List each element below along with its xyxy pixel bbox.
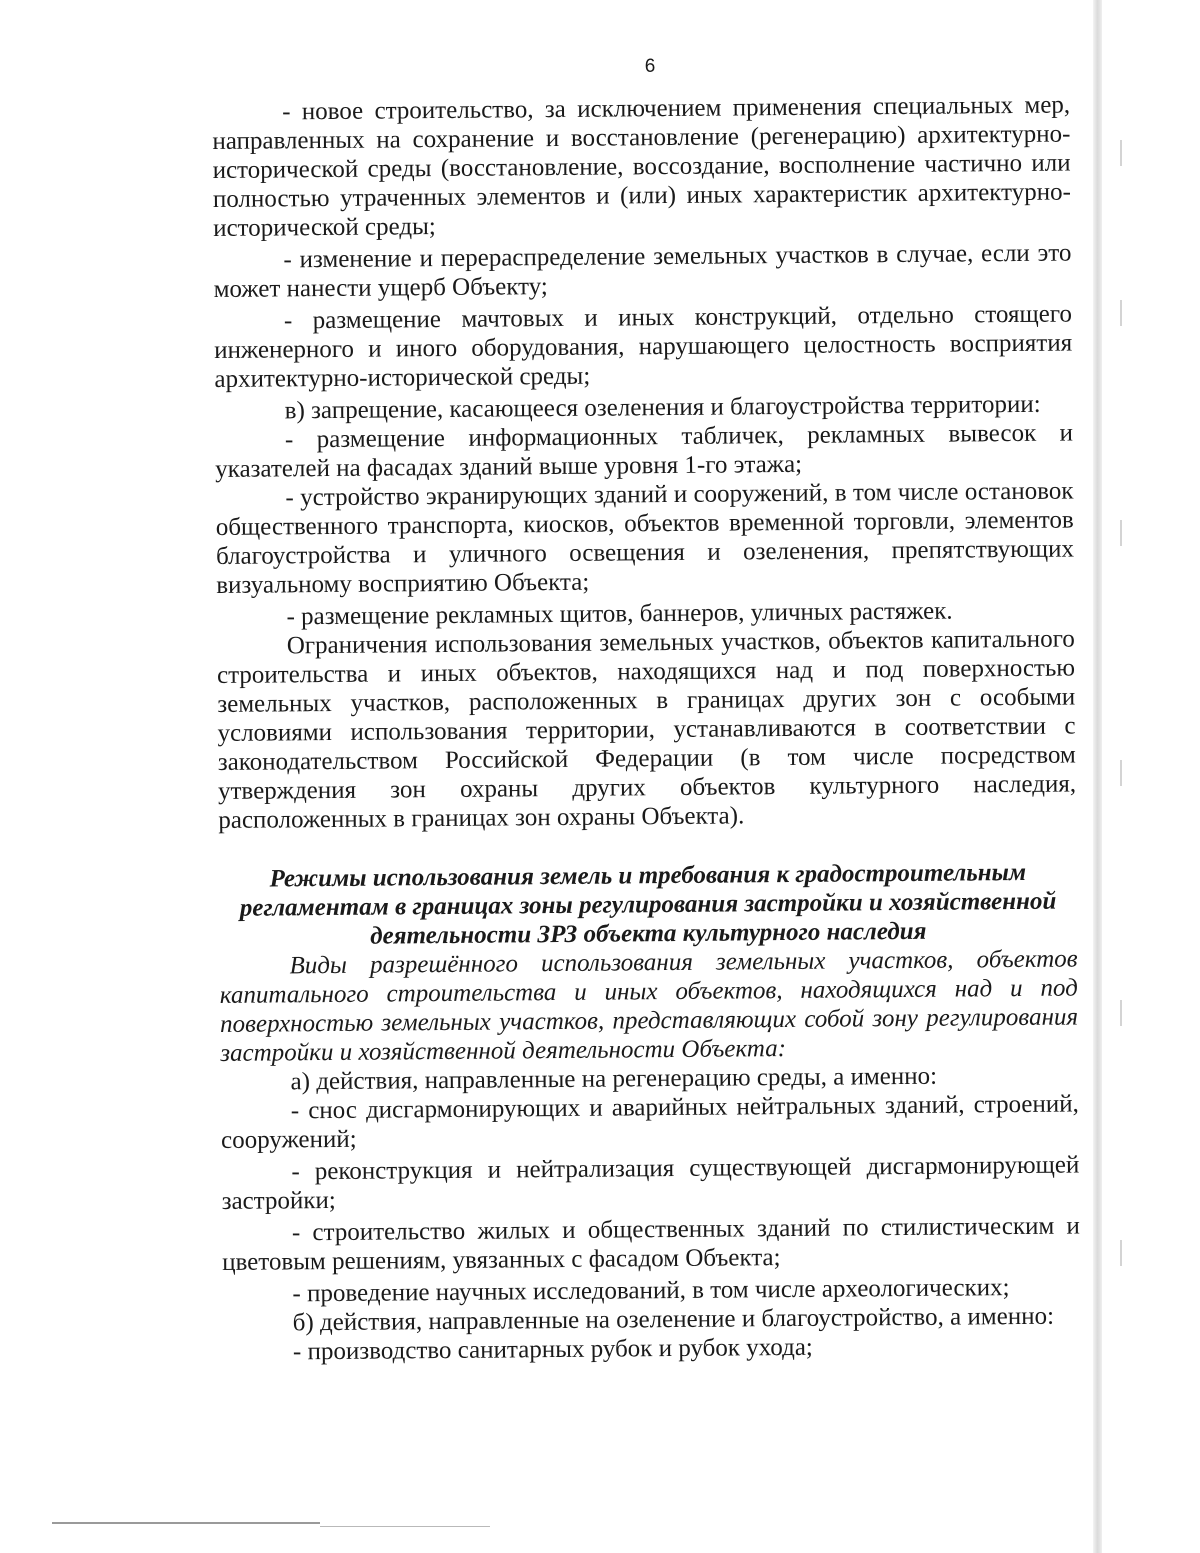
scan-tick-mark	[1120, 140, 1122, 166]
scan-edge-shadow	[1093, 0, 1102, 1553]
scan-tick-mark	[1120, 520, 1122, 546]
paragraph: - производство санитарных рубок и рубок ухода;	[292, 1333, 813, 1366]
paragraph: - размещение мачтовых и иных конструкций, отдельно стоящего инженерного и иного оборудования, нарушающего целостность восприятия архитектурно-исторической среды;	[214, 300, 1073, 393]
scan-bottom-line	[52, 1522, 320, 1524]
scan-bottom-line	[320, 1526, 490, 1527]
paragraph: - размещение информационных табличек, рекламных вывесок и указателей на фасадах зданий выше уровня 1-го этажа;	[215, 419, 1074, 483]
scan-tick-mark	[1120, 1240, 1122, 1266]
paragraph: - размещение рекламных щитов, баннеров, уличных растяжек.	[286, 597, 953, 631]
page-number: 6	[644, 56, 656, 77]
scan-tick-mark	[1120, 300, 1122, 326]
scan-tick-mark	[1120, 760, 1122, 786]
italic-intro: Виды разрешённого использования земельных участков, объектов капитального строительства и иных объектов, находящихся над и под поверхностью земельных участков, представляющих собой зону регулирования застройки и хозяйственной деятельности Объекта:	[219, 945, 1079, 1067]
paragraph: а) действия, направленные на регенерацию среды, а именно:	[290, 1062, 938, 1096]
paragraph: - новое строительство, за исключением применения специальных мер, направленных на сохранение и восстановление (регенерацию) архитектурно-исторической среды (восстановление, воссоздание, восполнение частично или полностью утраченных элементов и (или) иных характеристик архитектурно-исторической среды;	[212, 91, 1071, 242]
paragraph: - изменение и перераспределение земельных участков в случае, если это может нанести ущерб Объекту;	[213, 239, 1072, 303]
paragraph: - проведение научных исследований, в том числе археологических;	[292, 1274, 1010, 1308]
paragraph: - устройство экранирующих зданий и сооружений, в том числе остановок общественного транспорта, киосков, объектов временной торговли, элементов благоустройства и уличного освещения и озеленения, препятствующих визуальному восприятию Объекта;	[215, 477, 1075, 599]
scan-tick-mark	[1120, 1000, 1122, 1026]
paragraph: в) запрещение, касающееся озеленения и благоустройства территории:	[284, 390, 1041, 425]
document-body	[212, 91, 1081, 1367]
section-heading: Режимы использования земель и требования к градостроительным регламентам в границах зоны регулирования застройки и хозяйственной деятельности ЗРЗ объекта культурного наследия	[239, 858, 1057, 950]
paragraph: - строительство жилых и общественных зданий по стилистическим и цветовым решениям, увязанных с фасадом Объекта;	[222, 1212, 1080, 1276]
paragraph: - реконструкция и нейтрализация существующей дисгармонирующей застройки;	[221, 1151, 1080, 1215]
paragraph: Ограничения использования земельных участков, объектов капитального строительства и иных объектов, находящихся над и под поверхностью земельных участков, расположенных в границах других зон с особыми условиями использования территории, устанавливаются в соответствии с законодательством Российской Федерации (в том числе посредством утверждения зон охраны других объектов культурного наследия, расположенных в границах зон охраны Объекта).	[216, 625, 1077, 834]
paragraph: - снос дисгармонирующих и аварийных нейтральных зданий, строений, сооружений;	[220, 1090, 1079, 1154]
paragraph: б) действия, направленные на озеленение и благоустройство, а именно:	[292, 1302, 1055, 1337]
